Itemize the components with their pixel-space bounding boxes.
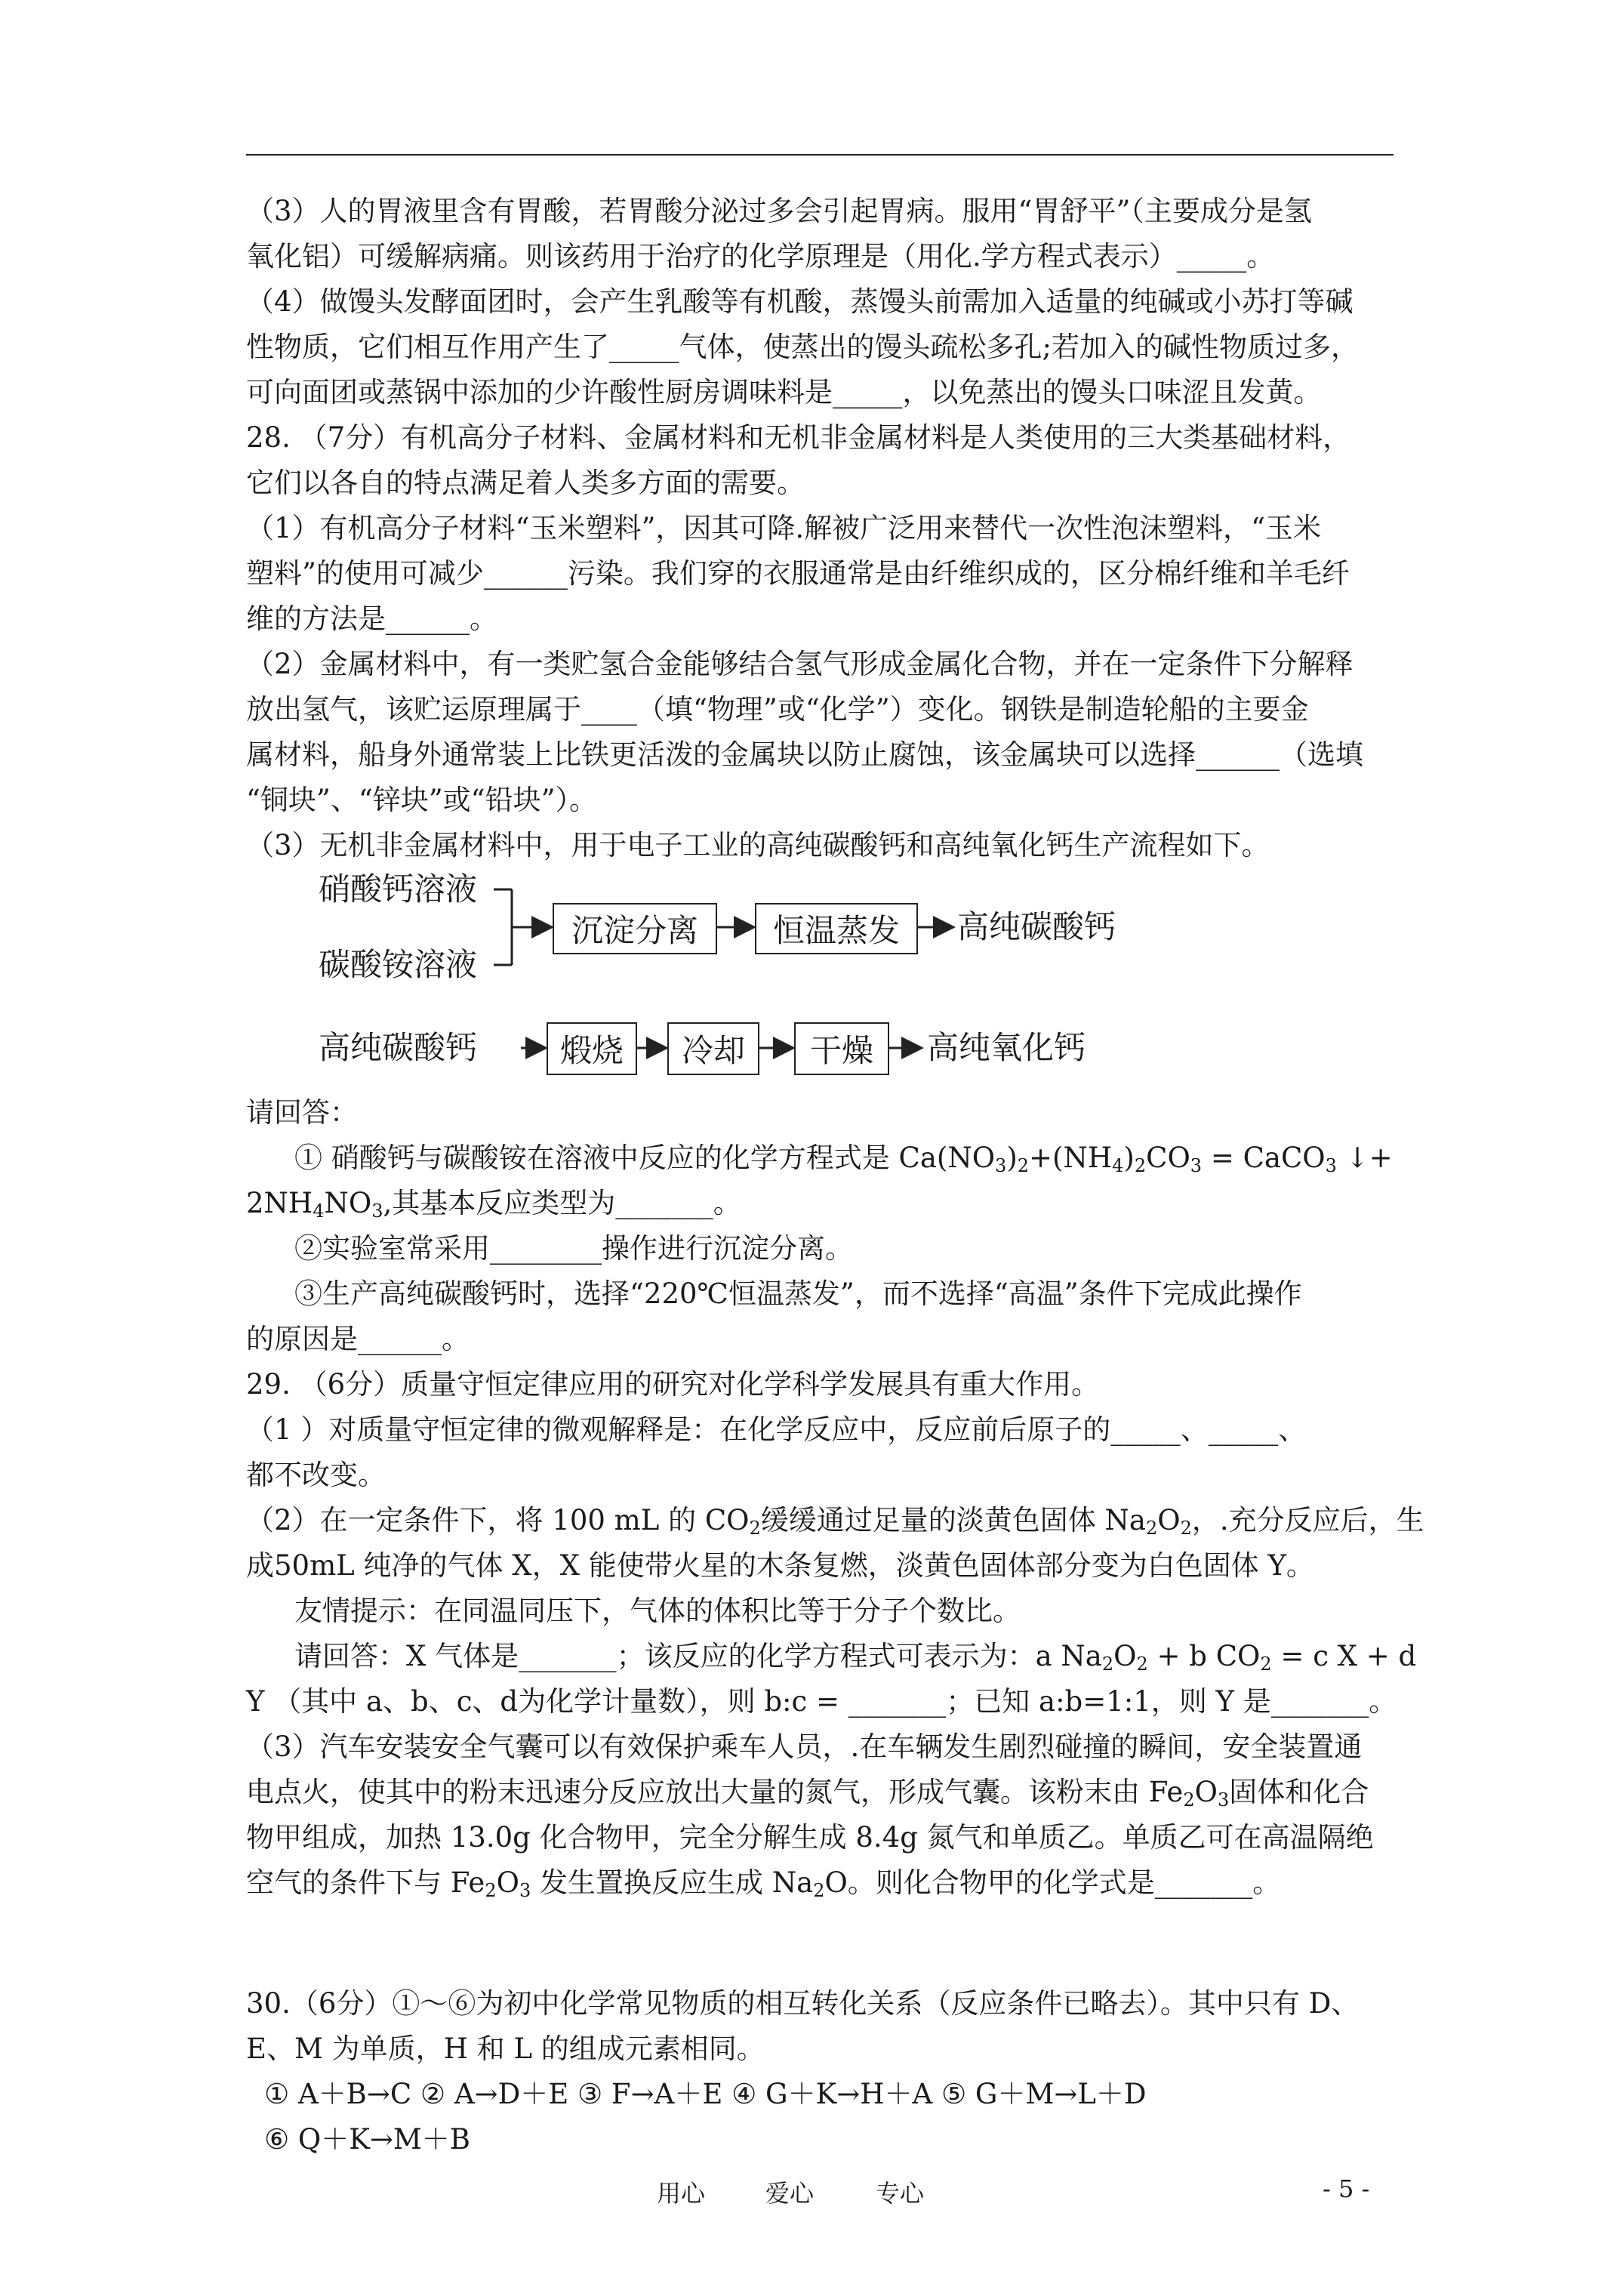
header-rule: [246, 154, 1394, 156]
process-flow-diagram: [246, 871, 1394, 1090]
q28-p2-line2: 放出氢气，该贮运原理属于____（填“物理”或“化学”）变化。钢铁是制造轮船的主要金: [246, 693, 1309, 726]
q28-title-line1: 28. （7分）有机高分子材料、金属材料和无机非金属材料是人类使用的三大类基础材料，: [246, 421, 1351, 454]
flow-box-drying: 干燥: [794, 1022, 889, 1075]
q27-p3-line2: 氧化铝）可缓解病痛。则该药用于治疗的化学原理是（用化.学方程式表示）_____。: [246, 240, 1275, 273]
q29-title: 29. （6分）质量守恒定律应用的研究对化学科学发展具有重大作用。: [246, 1368, 1100, 1401]
q29-p2-line2: 成50mL 纯净的气体 X，X 能使带火星的木条复燃，淡黄色固体部分变为白色固体 Y。: [246, 1549, 1314, 1582]
footer-motto-1: 用心: [657, 2179, 706, 2208]
q30-line1: 30.（6分）①～⑥为初中化学常见物质的相互转化关系（反应条件已略去）。其中只有 D、: [246, 1987, 1360, 2020]
page-number: - 5 -: [1323, 2174, 1370, 2203]
flow-box-cooling: 冷却: [667, 1022, 759, 1075]
q29-p3-line4: 空气的条件下与 $Fe_2O_3$ 发生置换反应生成 $Na_2O$。则化合物甲的化学式是_______。: [246, 1866, 1281, 1901]
flow-box-constant-temp-evaporation: 恒温蒸发: [755, 903, 918, 954]
q28-p1-line1: （1）有机高分子材料“玉米塑料”，因其可降.解被广泛用来替代一次性泡沫塑料，“玉米: [246, 512, 1322, 544]
q28-p3-line1: （3）无机非金属材料中，用于电子工业的高纯碳酸钙和高纯氧化钙生产流程如下。: [246, 829, 1270, 861]
footer-motto-2: 爱心: [765, 2179, 815, 2208]
section-gap: [246, 1906, 1394, 1981]
flow-box-precipitate-separation: 沉淀分离: [553, 903, 717, 954]
q28-answer2: ②实验室常采用________操作进行沉淀分离。: [294, 1232, 853, 1265]
q28-ask: 请回答：: [246, 1096, 358, 1129]
q29-p3-line1: （3）汽车安装安全气囊可以有效保护乘车人员，.在车辆发生剧烈碰撞的瞬间，安全装置通: [246, 1730, 1363, 1763]
q28-title-line2: 它们以各自的特点满足着人类多方面的需要。: [246, 467, 805, 499]
q28-answer1-line2: $2NH_4NO_3$,其基本反应类型为_______。: [246, 1187, 741, 1222]
q29-p1-line2: 都不改变。: [246, 1459, 386, 1491]
q27-p4-line3: 可向面团或蒸锅中添加的少许酸性厨房调味料是_____，以免蒸出的馒头口味涩且发黄。: [246, 376, 1322, 408]
q30-line2: E、M 为单质，H 和 L 的组成元素相同。: [246, 2032, 765, 2065]
footer-motto-3: 专心: [876, 2179, 925, 2208]
q30-reactions-line2: ⑥ Q＋K→M＋B: [264, 2123, 470, 2156]
q28-p1-line2: 塑料”的使用可减少______污染。我们穿的衣服通常是由纤维织成的，区分棉纤维和羊毛纤: [246, 557, 1350, 590]
q27-p4-line1: （4）做馒头发酵面团时，会产生乳酸等有机酸，蒸馒头前需加入适量的纯碱或小苏打等碱: [246, 285, 1354, 318]
q29-p3-line3: 物甲组成，加热 13.0g 化合物甲，完全分解生成 8.4g 氮气和单质乙。单质乙可在高温隔绝: [246, 1821, 1374, 1854]
q30-reactions-line1: ① A＋B→C ② A→D＋E ③ F→A＋E ④ G＋K→H＋A ⑤ G＋M→L＋D: [264, 2078, 1147, 2110]
q29-answer-line1: 请回答：X 气体是_______；该反应的化学方程式可表示为：a $Na_2O_2 + b$ $CO_2 = c$ X + d: [294, 1640, 1417, 1675]
flow-output-calcium-oxide: 高纯氧化钙: [927, 1029, 1086, 1066]
q28-p2-line4: “铜块”、“锌块”或“铅块”）。: [246, 784, 597, 816]
q28-p1-line3: 维的方法是______。: [246, 603, 497, 635]
q28-answer3-line1: ③生产高纯碳酸钙时，选择“220℃恒温蒸发”，而不选择“高温”条件下完成此操作: [294, 1277, 1302, 1310]
q28-p2-line3: 属材料，船身外通常装上比铁更活泼的金属块以防止腐蚀，该金属块可以选择______（选填: [246, 738, 1363, 771]
q28-answer3-line2: 的原因是______。: [246, 1323, 470, 1355]
flow-box-calcination: 煅烧: [547, 1022, 637, 1075]
q29-answer-line2: Y （其中 a、b、c、d为化学计量数），则 b:c = _______；已知 a:b=1:1，则 Y 是_______。: [246, 1685, 1397, 1718]
q29-p2-line1: （2）在一定条件下，将 100 mL 的 $CO_2$缓缓通过足量的淡黄色固体 $Na_2O_2$，.充分反应后，生: [246, 1504, 1424, 1539]
q29-tip: 友情提示：在同温同压下，气体的体积比等于分子个数比。: [294, 1595, 1021, 1627]
flow-input-calcium-nitrate: 硝酸钙溶液: [319, 871, 478, 908]
q28-answer1-line1: ① 硝酸钙与碳酸铵在溶液中反应的化学方程式是 $Ca(NO_3)_2+(NH_4)_2CO_3$ = CaCO$_3$ ↓+: [294, 1142, 1393, 1176]
q29-p3-line2: 电点火，使其中的粉末迅速分反应放出大量的氮气，形成气囊。该粉末由 $Fe_2O_3$固体和化合: [246, 1776, 1369, 1811]
flow-start-calcium-carbonate: 高纯碳酸钙: [319, 1029, 478, 1066]
q29-p1-line1: （1 ）对质量守恒定律的微观解释是：在化学反应中，反应前后原子的_____、_____、: [246, 1413, 1307, 1446]
q27-p4-line2: 性物质，它们相互作用产生了_____气体，使蒸出的馒头疏松多孔;若加入的碱性物质过多，: [246, 331, 1359, 363]
flow-input-ammonium-carbonate: 碳酸铵溶液: [319, 946, 478, 983]
flow-output-calcium-carbonate: 高纯碳酸钙: [957, 908, 1116, 945]
q28-p2-line1: （2）金属材料中，有一类贮氢合金能够结合氢气形成金属化合物，并在一定条件下分解释: [246, 648, 1354, 680]
q27-p3-line1: （3）人的胃液里含有胃酸，若胃酸分泌过多会引起胃病。服用“胃舒平”（主要成分是氢: [246, 195, 1312, 227]
document-body: [246, 189, 1424, 2162]
